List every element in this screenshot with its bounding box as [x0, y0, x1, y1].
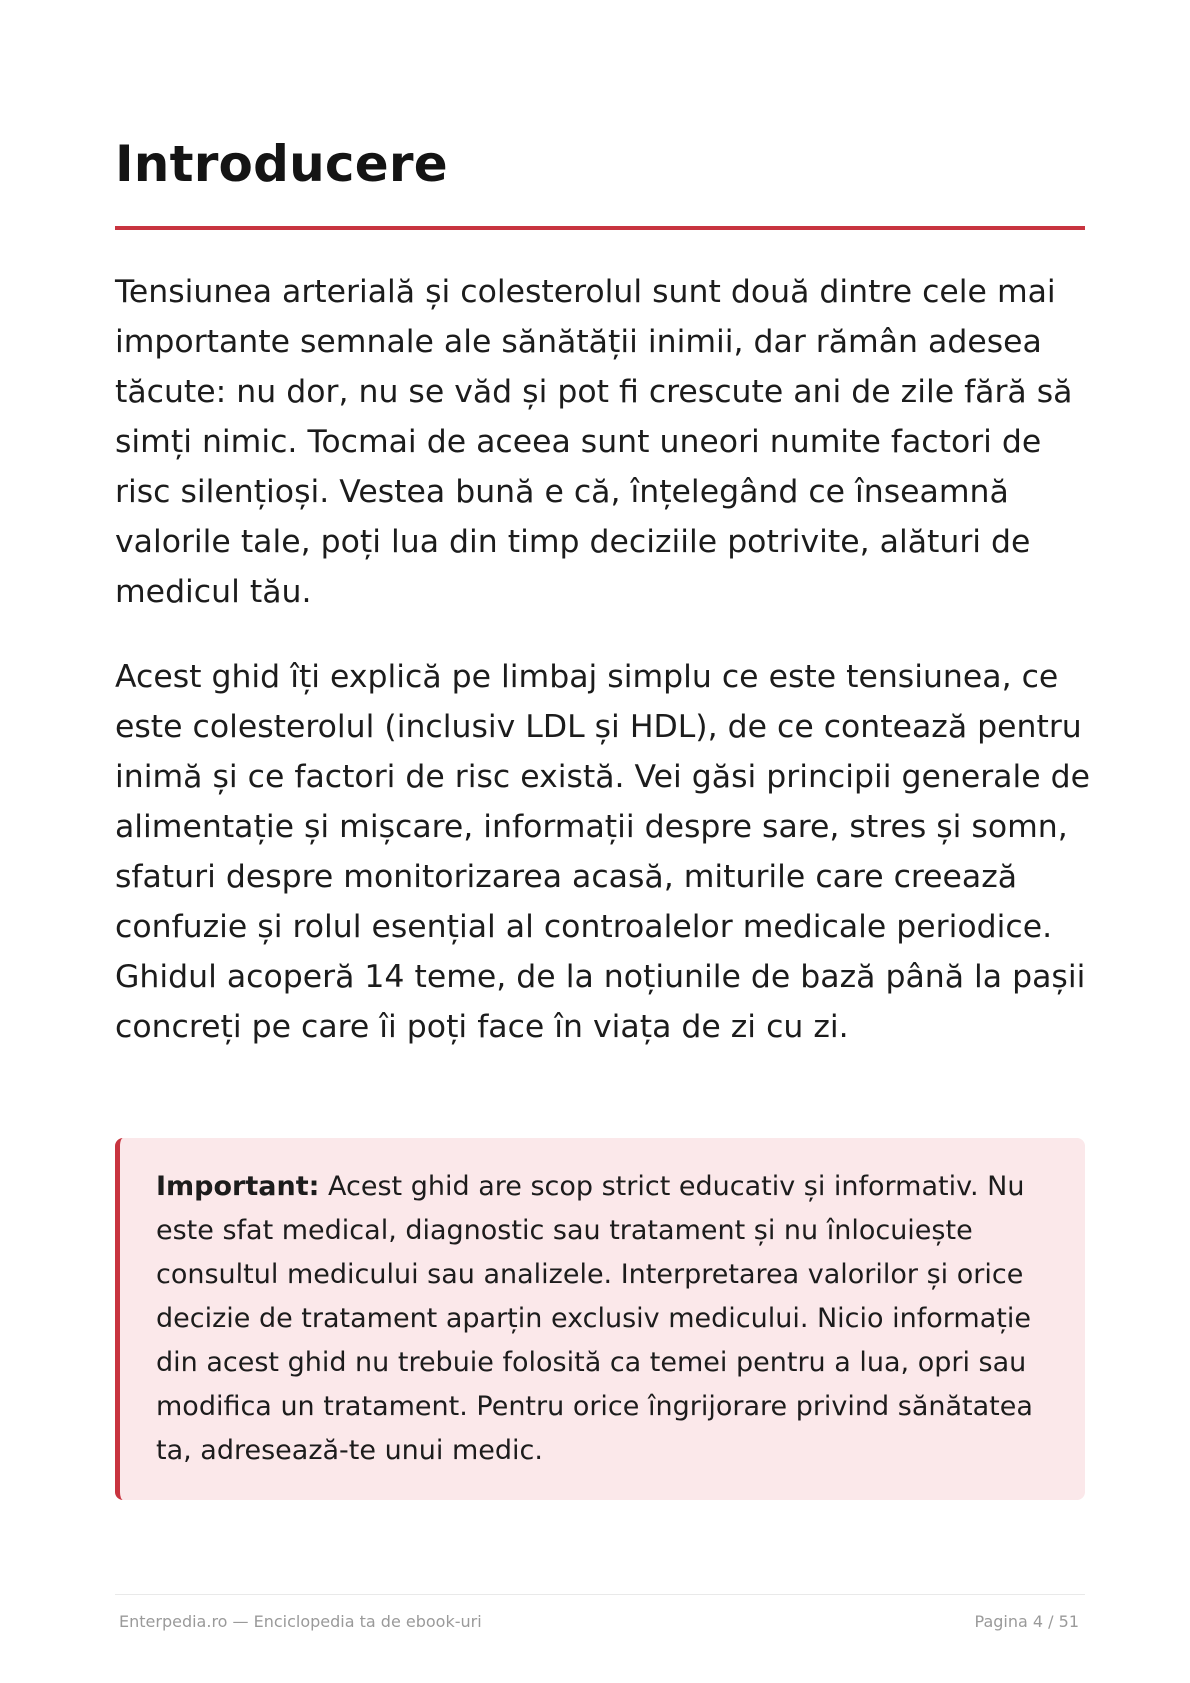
intro-paragraph-1: Tensiunea arterială și colesterolul sunt două dintre cele mai importante semnale ale sănătății inimii, dar rămân adesea tăcute: nu dor, nu se văd și pot fi crescute ani de zile fără să simți nimic. Tocmai de aceea sunt uneori numite factori de risc silențioși. Vestea bună e că, înțelegând ce înseamnă valorile tale, poți lua din timp deciziile potrivite, alături de medicul tău. — [115, 274, 1073, 610]
callout-text: Acest ghid are scop strict educativ și informativ. Nu este sfat medical, diagnostic sau tratament și nu înlocuiește consultul medicului sau analizele. Interpretarea valorilor și orice decizie de tratament aparțin exclusiv medicului. Nicio informație din acest ghid nu trebuie folosită ca temei pentru a lua, opri sau modifica un tratament. Pentru orice îngrijorare privind sănătatea ta, adresează-te unui medic. — [156, 1171, 1033, 1466]
title-divider — [115, 226, 1085, 230]
page-title: Introducere — [115, 135, 448, 193]
footer-page-number: Pagina 4 / 51 — [974, 1612, 1079, 1631]
callout-body — [156, 1165, 1076, 1473]
footer-divider — [115, 1594, 1085, 1595]
intro-paragraph-2: Acest ghid îți explică pe limbaj simplu ce este tensiunea, ce este colesterolul (inclusiv LDL și HDL), de ce contează pentru inimă și ce factori de risc există. Vei găsi principii generale de alimentație și mișcare, informații despre sare, stres și somn, sfaturi despre monitorizarea acasă, miturile care creează confuzie și rolul esențial al controalelor medicale periodice. Ghidul acoperă 14 teme, de la noțiunile de bază până la pașii concreți pe care îi poți face în viața de zi cu zi. — [115, 659, 1091, 1045]
important-callout — [115, 1138, 1085, 1500]
document-page — [115, 0, 1091, 1683]
footer-site-name: Enterpedia.ro — Enciclopedia ta de ebook-uri — [119, 1612, 482, 1631]
callout-label: Important: — [156, 1171, 320, 1202]
